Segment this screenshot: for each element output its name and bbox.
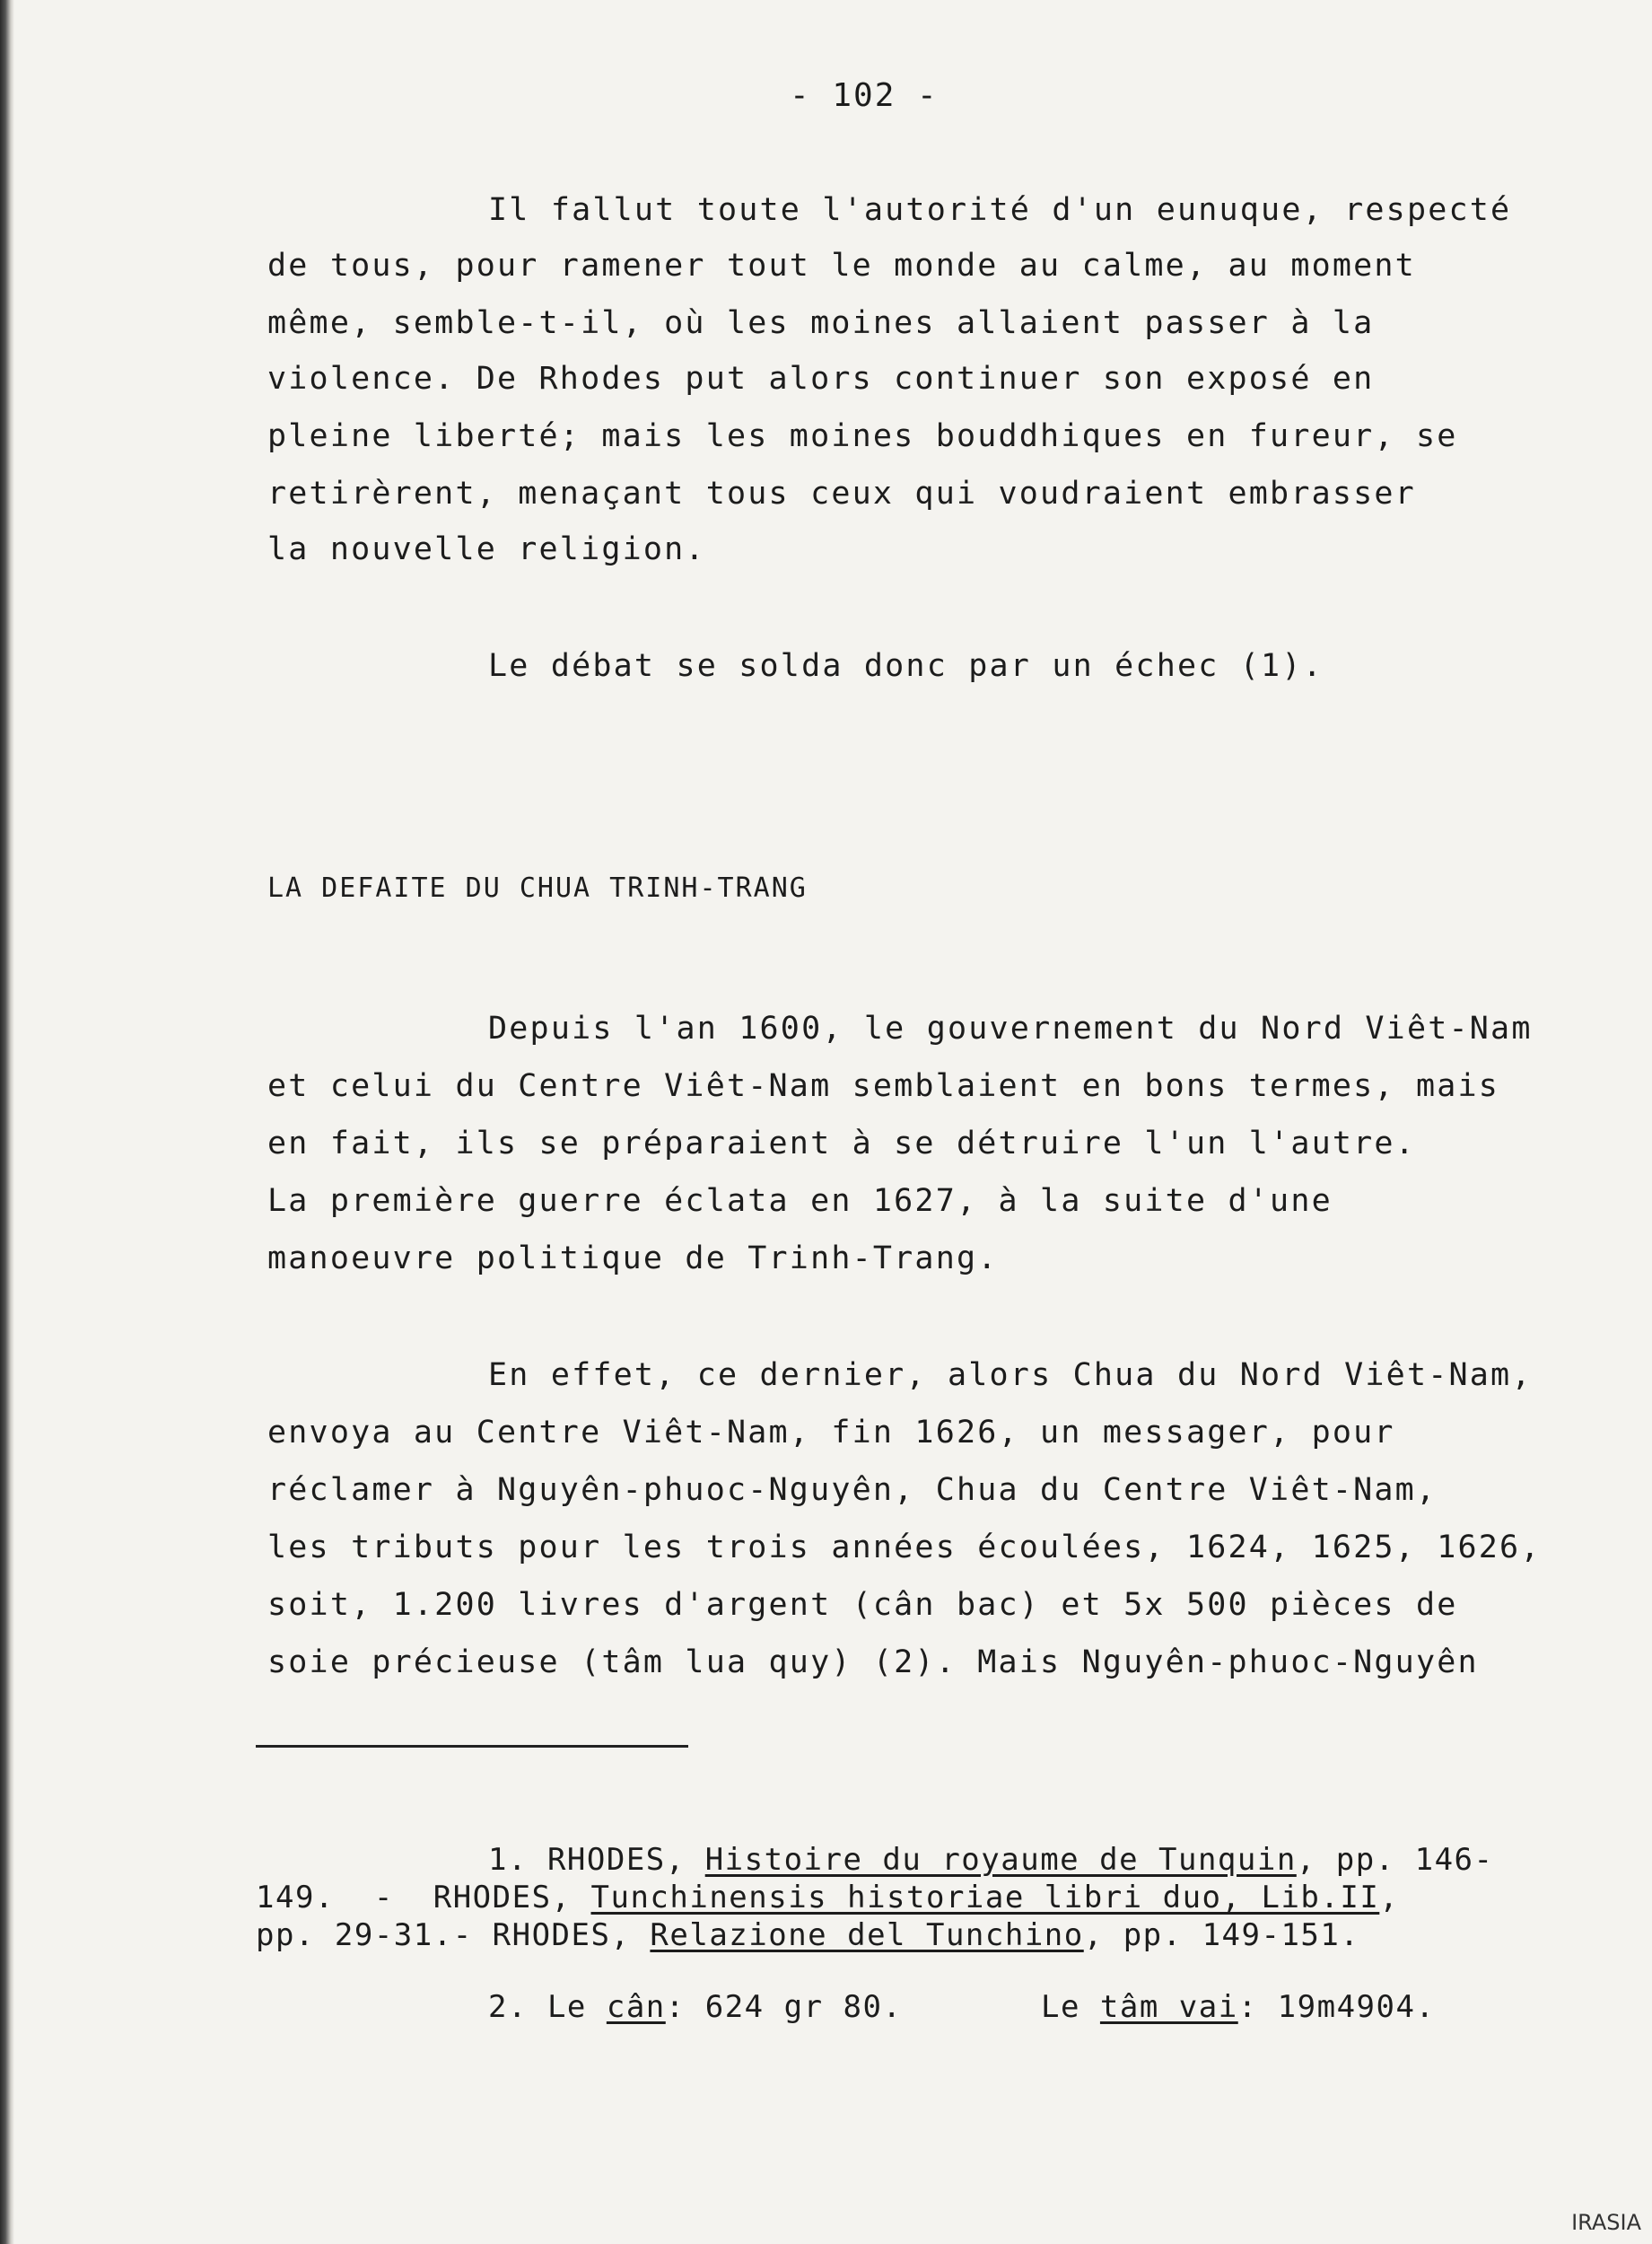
footnote-term: tâm vai — [1099, 1989, 1238, 2025]
footnote-value: : 624 gr 80. — [665, 1989, 903, 2025]
footnote-2-part-2 — [1041, 1989, 1435, 2025]
paragraph-2-line: Le débat se solda donc par un échec (1). — [488, 648, 1324, 684]
paragraph-4-line: réclamer à Nguyên-phuoc-Nguyên, Chua du Centre Viêt-Nam, — [267, 1472, 1438, 1508]
paragraph-4-line: soie précieuse (tâm lua quy) (2). Mais Nguyên-phuoc-Nguyên — [267, 1644, 1479, 1680]
footnote-title: Relazione del Tunchino — [650, 1917, 1084, 1953]
footnote-text: Le — [546, 1989, 607, 2025]
footnote-author: RHODES, — [546, 1842, 705, 1878]
footnote-text: Le — [1041, 1989, 1100, 2025]
section-heading: LA DEFAITE DU CHUA TRINH-TRANG — [267, 872, 808, 904]
footnote-prefix: pp. 29-31.- — [256, 1917, 493, 1953]
paragraph-3-line: La première guerre éclata en 1627, à la suite d'une — [267, 1183, 1333, 1219]
footnote-term: cân — [606, 1989, 666, 2025]
paragraph-4-line: les tributs pour les trois années écoulées, 1624, 1625, 1626, — [267, 1530, 1542, 1565]
paragraph-1-line: retirèrent, menaçant tous ceux qui voudraient embrasser — [267, 476, 1416, 512]
paragraph-1-line: Il fallut toute l'autorité d'un eunuque, respecté — [488, 192, 1512, 228]
paragraph-4-line: soit, 1.200 livres d'argent (cân bac) et 5x 500 pièces de — [267, 1587, 1458, 1623]
footnote-1-line-1 — [488, 1842, 1494, 1878]
footnote-pages: , pp. 149-151. — [1083, 1917, 1360, 1953]
footnote-1-line-2 — [256, 1880, 1399, 1915]
paragraph-1-line: violence. De Rhodes put alors continuer son exposé en — [267, 361, 1375, 397]
paragraph-1-line: pleine liberté; mais les moines bouddhiques en fureur, se — [267, 418, 1458, 454]
footnote-value: : 19m4904. — [1237, 1989, 1436, 2025]
paragraph-1-line: la nouvelle religion. — [267, 531, 706, 567]
footnote-separator — [256, 1745, 688, 1748]
footnote-1-line-3 — [256, 1917, 1359, 1953]
footnote-number: 2. — [488, 1989, 528, 2025]
page-number: - 102 - — [790, 77, 939, 114]
footnote-author: RHODES, — [492, 1917, 651, 1953]
page-edge-shadow — [0, 0, 14, 2244]
paragraph-4-line: envoya au Centre Viêt-Nam, fin 1626, un messager, pour — [267, 1415, 1395, 1451]
footnote-tail: , — [1379, 1880, 1400, 1915]
paragraph-3-line: et celui du Centre Viêt-Nam semblaient en bons termes, mais — [267, 1068, 1500, 1104]
paragraph-3-line: en fait, ils se préparaient à se détruire l'un l'autre. — [267, 1126, 1416, 1161]
footnote-author: RHODES, — [433, 1880, 591, 1915]
paragraph-1-line: de tous, pour ramener tout le monde au calme, au moment — [267, 248, 1416, 284]
paragraph-3-line: manoeuvre politique de Trinh-Trang. — [267, 1240, 999, 1276]
paragraph-3-line: Depuis l'an 1600, le gouvernement du Nord Viêt-Nam — [488, 1011, 1533, 1047]
footnote-title: Tunchinensis historiae libri duo, Lib.II — [590, 1880, 1380, 1915]
paragraph-4-line: En effet, ce dernier, alors Chua du Nord Viêt-Nam, — [488, 1357, 1533, 1393]
paragraph-1-line: même, semble-t-il, où les moines allaient passer à la — [267, 305, 1375, 341]
source-watermark: IRASIA — [1571, 2210, 1641, 2235]
footnote-2-part-1 — [488, 1989, 902, 2025]
footnote-pages: , pp. 146- — [1296, 1842, 1494, 1878]
footnote-title: Histoire du royaume de Tunquin — [704, 1842, 1297, 1878]
footnote-prefix: 149. - — [256, 1880, 433, 1915]
footnote-number: 1. — [488, 1842, 528, 1878]
